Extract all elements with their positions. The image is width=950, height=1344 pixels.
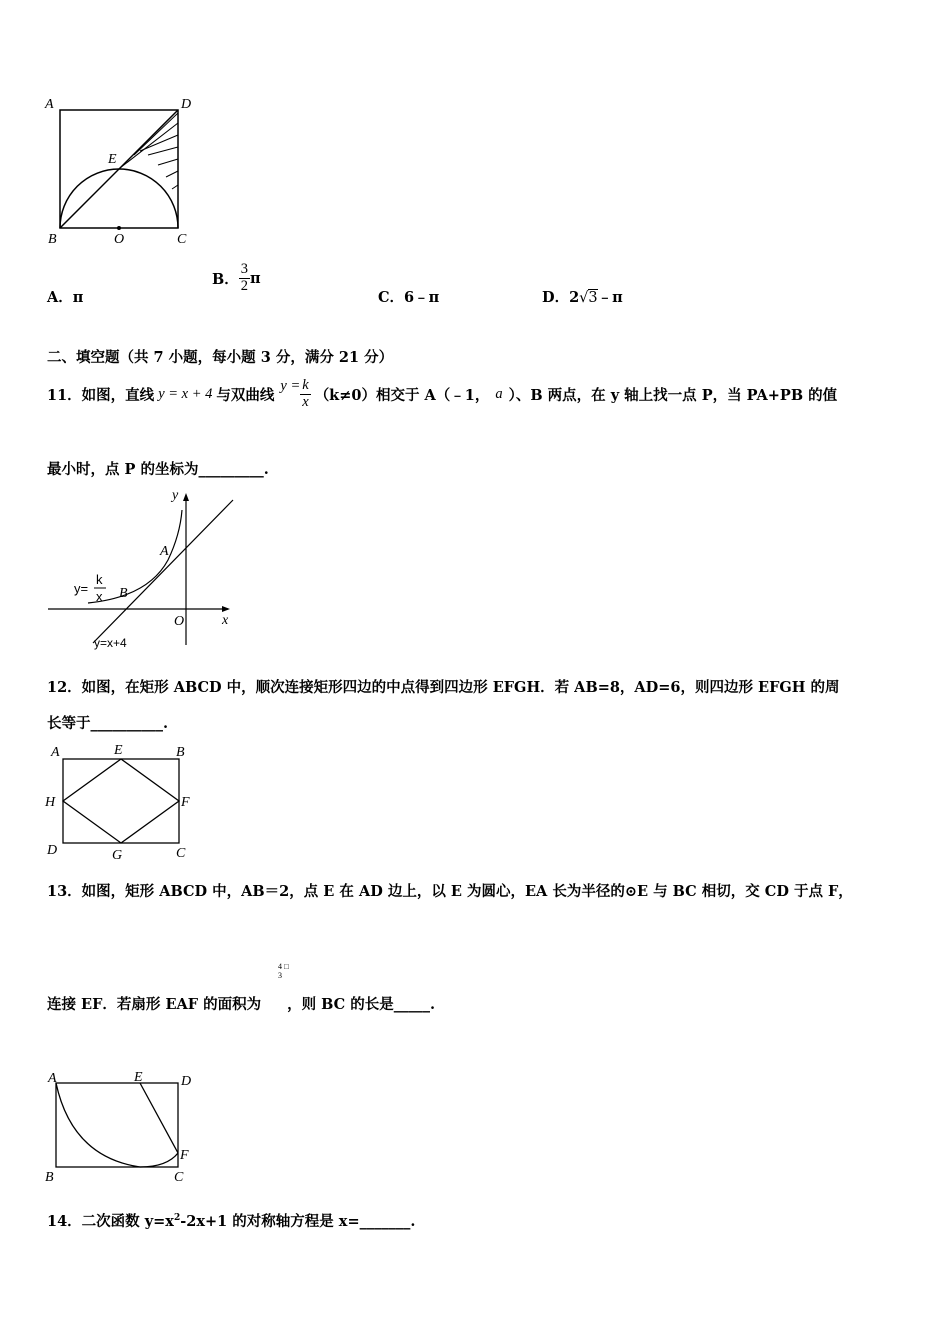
label-c: C	[174, 1170, 184, 1185]
rectangle-abcd	[56, 1083, 178, 1167]
label-e: E	[134, 1070, 143, 1085]
q13-line2: 连接 EF．若扇形 EAF 的面积为 ，则 BC 的长是_____.	[47, 996, 436, 1013]
sqrt-sign: √	[579, 290, 589, 306]
label-origin: O	[174, 614, 185, 629]
label-line: y=x+4	[94, 636, 127, 650]
label-c: C	[176, 846, 186, 861]
rectangle-abcd	[63, 759, 179, 843]
label-b: B	[45, 1170, 54, 1185]
figure-q13	[42, 1067, 202, 1187]
segment-ef	[140, 1083, 178, 1153]
label-o: O	[114, 232, 125, 247]
line-y-x-4	[93, 500, 233, 643]
q11-line2: 最小时，点 P 的坐标为_________.	[47, 461, 269, 478]
figure-q11	[48, 485, 243, 650]
label-c: C	[177, 232, 187, 247]
label-b: B	[176, 745, 185, 760]
label-a: A	[48, 1071, 57, 1086]
q14-text: 14．二次函数 $y=x^2-2x+1$ 的对称轴方程是 x=_______.	[47, 1213, 416, 1230]
figure-q12	[42, 740, 202, 865]
label-b: B	[48, 232, 57, 247]
section-title: 二、填空题（共 7 小题，每小题 3 分，满分 21 分）	[47, 349, 394, 366]
arc-af	[56, 1083, 178, 1167]
option-d[interactable]: D．2√3﹣π	[542, 289, 623, 306]
fraction-k-x: $\frac{k}{x}$	[302, 376, 309, 410]
hyp-k: k	[96, 572, 103, 587]
option-b[interactable]: B． $\frac{3}{2}$ π	[212, 261, 261, 294]
q12-line1: 12．如图，在矩形 ABCD 中，顺次连接矩形四边的中点得到四边形 EFGH．若 AB=8，AD=6，则四边形 EFGH 的周	[47, 679, 840, 696]
label-h: H	[45, 795, 56, 810]
option-c[interactable]: C．6﹣π	[378, 289, 440, 306]
fraction-3-2: $\frac{3}{2}$	[240, 261, 249, 294]
hyp-x: x	[96, 589, 103, 604]
label-a: A	[45, 97, 54, 112]
label-d: D	[181, 1074, 192, 1089]
q12-line2: 长等于__________.	[47, 715, 169, 732]
label-g: G	[112, 848, 123, 863]
label-f: F	[180, 1148, 189, 1163]
label-a: A	[160, 544, 169, 559]
quad-efgh	[63, 759, 179, 843]
label-a: A	[51, 745, 60, 760]
point-o	[117, 226, 121, 230]
label-b: B	[119, 586, 128, 601]
label-e: E	[108, 152, 117, 167]
q13-fraction: 4 □ 3	[278, 962, 289, 980]
label-d: D	[181, 97, 192, 112]
label-e: E	[114, 743, 123, 758]
label-x: x	[222, 613, 229, 628]
hyp-lhs: y=	[74, 581, 89, 596]
label-f: F	[181, 795, 190, 810]
label-y: y	[172, 488, 179, 503]
q11-line1: 11．如图，直线 y = x + 4 与双曲线 y = $\frac{k}{x}$ （k≠0）相交于 A（﹣1， a ）、B 两点，在 y 轴上找一点 P，当 PA+PB 的值	[47, 376, 838, 410]
figure-q10	[40, 95, 210, 250]
q13-line1: 13．如图，矩形 ABCD 中，AB＝2，点 E 在 AD 边上，以 E 为圆心，EA 长为半径的⊙E 与 BC 相切，交 CD 于点 F，	[47, 883, 853, 900]
option-a[interactable]: A．π	[47, 289, 84, 306]
label-d: D	[47, 843, 58, 858]
semicircle	[60, 169, 178, 228]
